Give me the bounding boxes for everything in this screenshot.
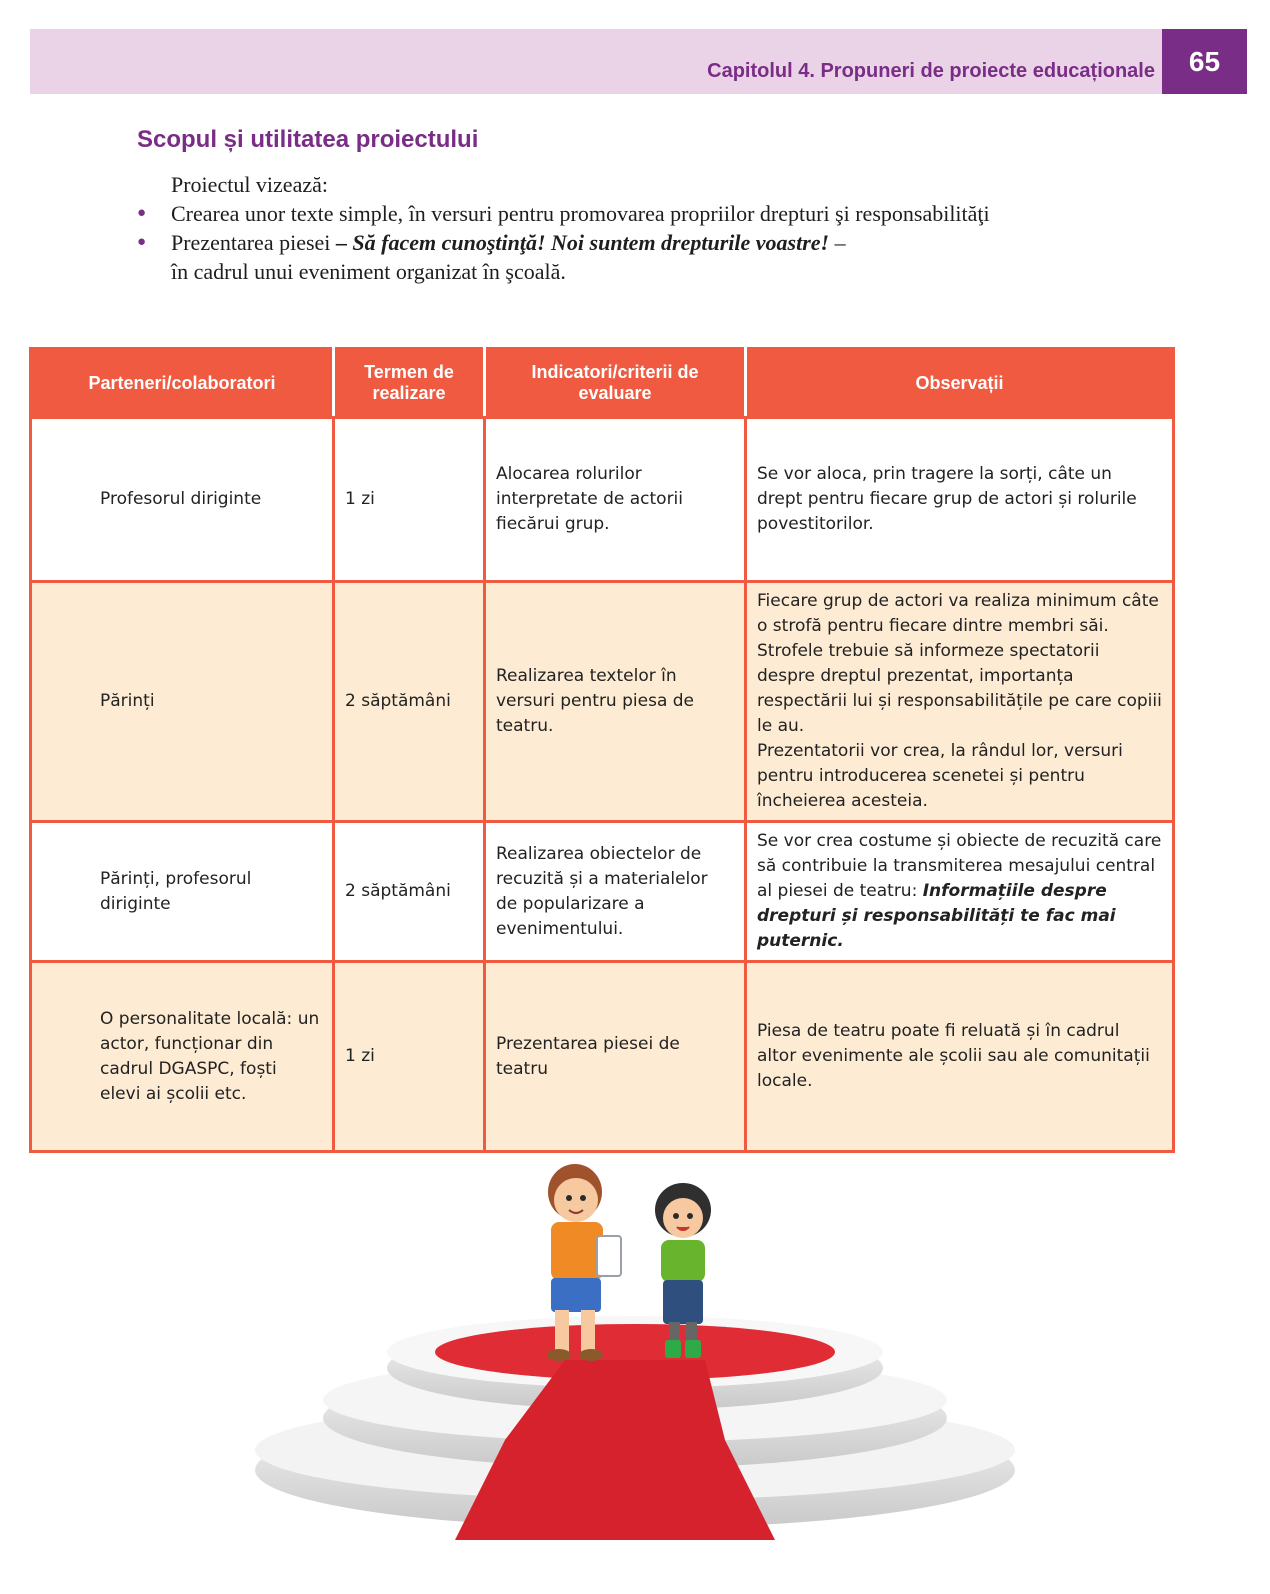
cell-partner: O personalitate locală: un actor, funcționar din cadrul DGASPC, foști elevi ai școlii etc. <box>31 962 334 1152</box>
cell-partner: Părinți <box>31 582 334 822</box>
bullet-dot-icon: ● <box>137 234 147 250</box>
cell-term: 1 zi <box>334 418 485 582</box>
cell-partner: Părinți, profesorul diriginte <box>31 822 334 962</box>
column-header-partners: Parteneri/colaboratori <box>31 349 334 418</box>
column-header-observations: Observații <box>746 349 1174 418</box>
observation-emphasis: Informațiile despre drepturi și responsabilități te fac mai puternic. <box>757 881 1116 951</box>
bullet-item <box>137 228 1137 286</box>
project-plan-table <box>29 347 1175 1153</box>
observation-text: Fiecare grup de actori va realiza minimum câte o strofă pentru fiecare dintre membri săi. Strofele trebuie să informeze spectatorii despre dreptul prezentat, importanța respectării lui și responsabilitățile pe care copiii le au. <box>757 591 1162 736</box>
cell-indicator: Prezentarea piesei de teatru <box>485 962 746 1152</box>
cell-term: 1 zi <box>334 962 485 1152</box>
page-number: 65 <box>1162 29 1247 94</box>
table-row <box>31 418 1174 582</box>
bullet-dash: – <box>335 230 347 255</box>
bullet-prefix: Prezentarea piesei <box>171 230 331 255</box>
column-header-term: Termen de realizare <box>334 349 485 418</box>
stage-podium-illustration <box>255 1150 1015 1550</box>
table-row <box>31 582 1174 822</box>
bullet-text: Crearea unor texte simple, în versuri pentru promovarea propriilor drepturi şi responsabilităţi <box>171 201 990 226</box>
cell-indicator: Realizarea obiectelor de recuzită și a materialelor de popularizare a evenimentului. <box>485 822 746 962</box>
cell-observation <box>746 822 1174 962</box>
cell-observation: Piesa de teatru poate fi reluată și în cadrul altor evenimente ale școlii sau ale comunitații locale. <box>746 962 1174 1152</box>
intro-block <box>137 170 1137 286</box>
column-header-indicators: Indicatori/criterii de evaluare <box>485 349 746 418</box>
cell-observation: Se vor aloca, prin tragere la sorți, câte un drept pentru fiecare grup de actori și rolurile povestitorilor. <box>746 418 1174 582</box>
cell-observation <box>746 582 1174 822</box>
bullet-item <box>137 199 1137 228</box>
chapter-title: Capitolul 4. Propuneri de proiecte educaționale <box>707 60 1155 82</box>
table-header-row <box>31 349 1174 418</box>
cell-term: 2 săptămâni <box>334 822 485 962</box>
bullet-continuation: în cadrul unui eveniment organizat în şcoală. <box>171 259 566 284</box>
observation-text: Se vor crea costume și obiecte de recuzită care să contribuie la transmiterea mesajului central al piesei de teatru: <box>757 831 1162 901</box>
observation-text-continued: Prezentatorii vor crea, la rândul lor, versuri pentru introducerea scenetei și pentru încheierea acesteia. <box>757 741 1123 811</box>
cell-term: 2 săptămâni <box>334 582 485 822</box>
bullet-dash: – <box>834 230 846 255</box>
cell-indicator: Alocarea rolurilor interpretate de actorii fiecărui grup. <box>485 418 746 582</box>
section-heading: Scopul și utilitatea proiectului <box>137 126 479 153</box>
cell-indicator: Realizarea textelor în versuri pentru piesa de teatru. <box>485 582 746 822</box>
table-row <box>31 962 1174 1152</box>
bullet-dot-icon: ● <box>137 205 147 221</box>
cell-partner: Profesorul diriginte <box>31 418 334 582</box>
play-title: Să facem cunoştinţă! Noi suntem drepturile voastre! <box>352 230 830 255</box>
table-row <box>31 822 1174 962</box>
intro-lead: Proiectul vizează: <box>171 172 328 197</box>
